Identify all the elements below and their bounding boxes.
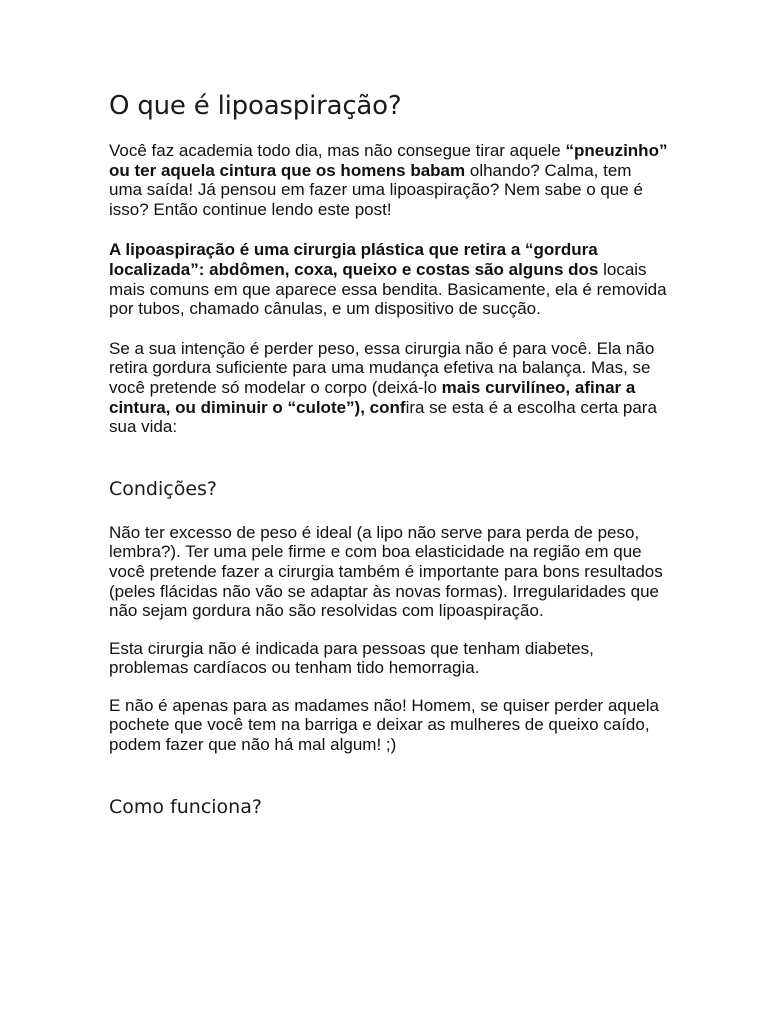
definition-text: locais mais comuns em que aparece essa bendita. Basicamente, ela é removida por tubos, chamado cânulas, e um dispositivo de sucção. [109,259,667,319]
conditions-paragraph-3: E não é apenas para as madames não! Homem, se quiser perder aquela pochete que você tem na barriga e deixar as mulheres de queixo caído, podem fazer que não há mal algum! ;) [109,695,659,755]
page-title: O que é lipoaspiração? [109,91,402,121]
document-page [109,88,669,841]
section-heading-how: Como funciona? [109,795,262,818]
intro-paragraph [109,141,669,219]
weight-note-text-2: ira se esta é a escolha certa para sua vida: [109,397,657,437]
intro-text-2: olhando? Calma, tem uma saída! Já pensou em fazer uma lipoaspiração? Nem sabe o que é isso? Então continue lendo este post! [109,160,643,219]
weight-note-paragraph [109,339,669,437]
definition-bold: A lipoaspiração é uma cirurgia plástica que retira a “gordura localizada”: abdômen, coxa, queixo e costas são alguns dos [109,240,599,279]
section-heading-conditions: Condições? [109,477,218,500]
conditions-paragraph-1: Não ter excesso de peso é ideal (a lipo não serve para perda de peso, lembra?). Ter uma pele firme e com boa elasticidade na região em que você pretende fazer a cirurgia também é importante para bons resultados (peles flácidas não vão se adaptar às novas formas). Irregularidades que não sejam gordura não são resolvidas com lipoaspiração. [109,522,663,621]
intro-text-1: Você faz academia todo dia, mas não consegue tirar aquele [109,141,566,160]
definition-paragraph [109,240,669,318]
intro-bold: “pneuzinho” ou ter aquela cintura que os homens babam [109,141,668,180]
weight-note-text-1: Se a sua intenção é perder peso, essa cirurgia não é para você. Ela não retira gordura suficiente para uma mudança efetiva na balança. Mas, se você pretende só modelar o corpo (deixá-lo [109,338,655,397]
conditions-paragraph-2: Esta cirurgia não é indicada para pessoas que tenham diabetes, problemas cardíacos ou tenham tido hemorragia. [109,638,594,678]
weight-note-bold: mais curvilíneo, afinar a cintura, ou diminuir o “culote”), conf [109,377,636,417]
